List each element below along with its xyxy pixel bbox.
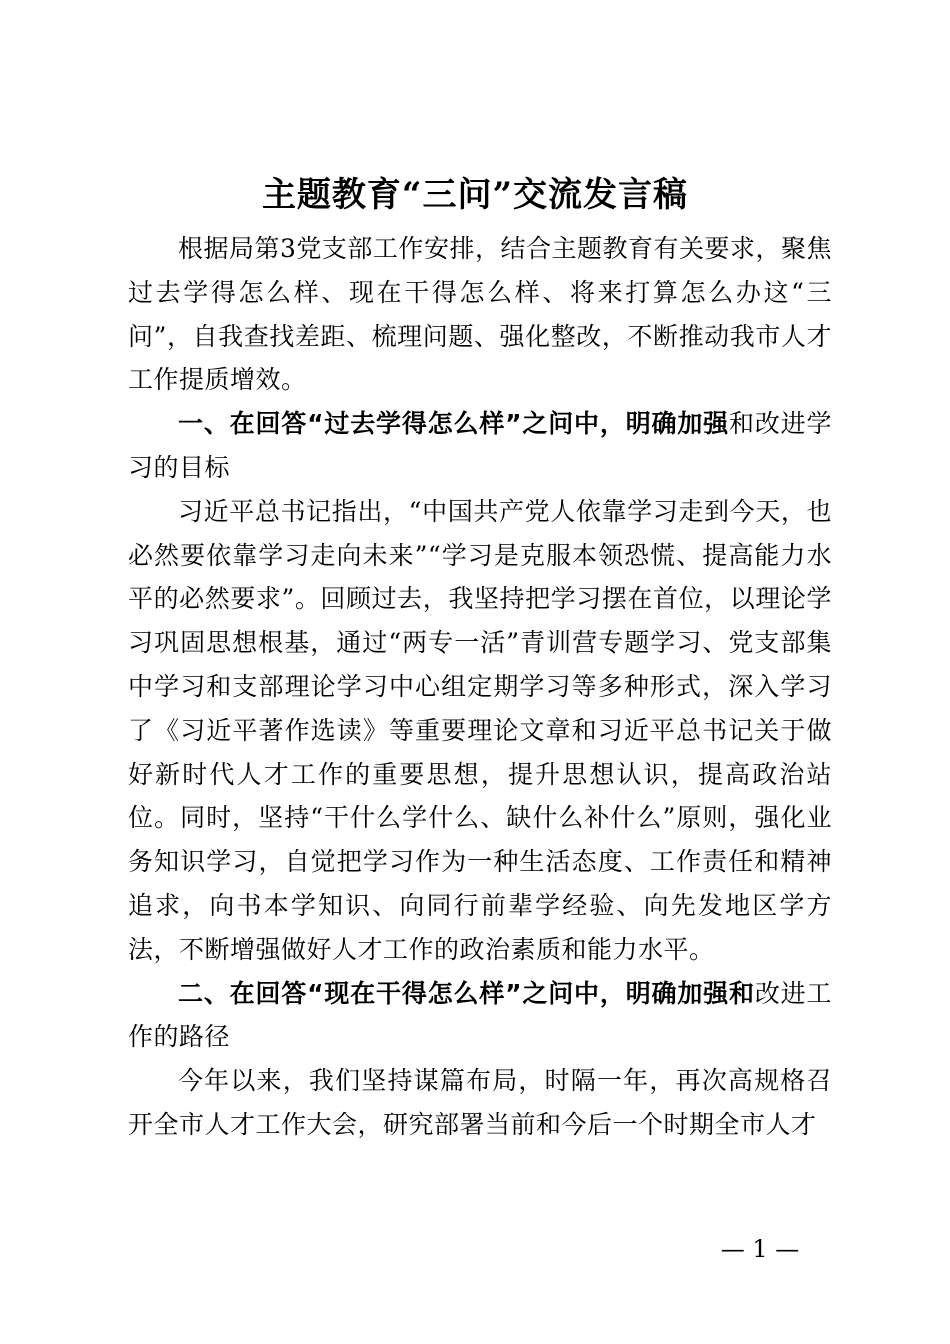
section-2-heading-bold: 二、在回答“现在干得怎么样”之问中，明确加强和 [178,978,755,1008]
intro-paragraph: 根据局第3党支部工作安排，结合主题教育有关要求，聚焦过去学得怎么样、现在干得怎么样、将来打算怎么办这“三问”，自我查找差距、梳理问题、强化整改，不断推动我市人才工作提质增效。 [128,234,832,395]
section-2-heading-rest: 改进工作的路径 [128,978,832,1052]
section-1-heading [128,402,832,490]
document-body [128,227,832,1147]
section-2-heading [128,972,832,1060]
section-2-paragraph: 今年以来，我们坚持谋篇布局，时隔一年，再次高规格召开全市人才工作大会，研究部署当前和今后一个时期全市人才 [128,1066,832,1139]
document-title: 主题教育“三问”交流发言稿 [261,175,689,215]
section-1-heading-bold: 一、在回答“过去学得怎么样”之问中，明确加强 [178,409,729,439]
section-1-heading-rest: 和改进学习的目标 [128,409,832,482]
page-number: — 1 — [720,1235,800,1263]
section-1-paragraph: 习近平总书记指出，“中国共产党人依靠学习走到今天，也必然要依靠学习走向未来”“学习是克服本领恐慌、提高能力水平的必然要求”。回顾过去，我坚持把学习摆在首位，以理论学习巩固思想根基，通过“两专一活”青训营专题学习、党支部集中学习和支部理论学习中心组定期学习等多种形式，深入学习了《习近平著作选读》等重要理论文章和习近平总书记关于做好新时代人才工作的重要思想，提升思想认识，提高政治站位。同时，坚持“干什么学什么、缺什么补什么”原则，强化业务知识学习，自觉把学习作为一种生活态度、工作责任和精神追求，向书本学知识、向同行前辈学经验、向先发地区学方法，不断增强做好人才工作的政治素质和能力水平。 [128,496,832,964]
